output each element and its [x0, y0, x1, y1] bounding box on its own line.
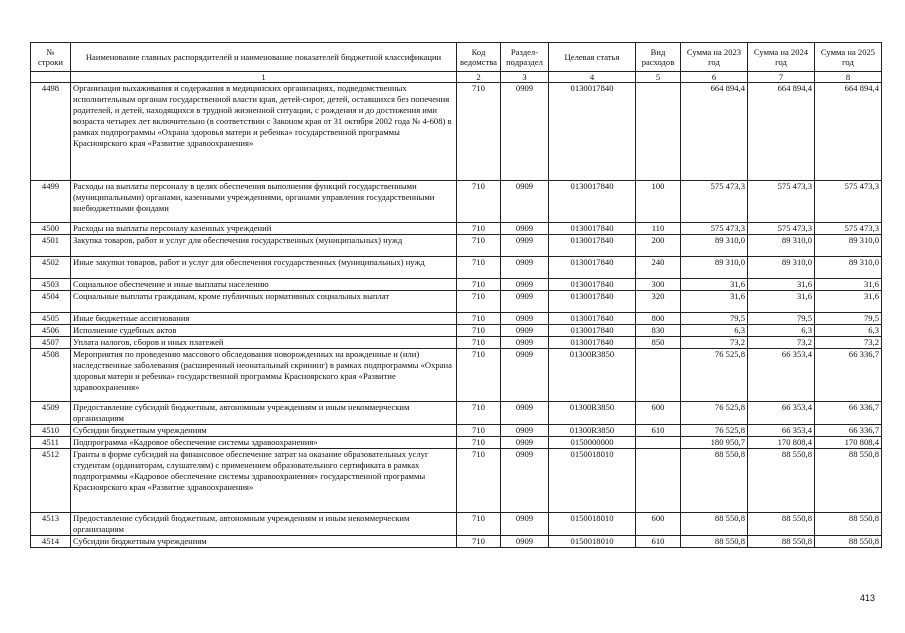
- section-code: 0909: [501, 313, 549, 325]
- dept-code: 710: [457, 337, 501, 349]
- amount-2025: 31,6: [815, 291, 882, 313]
- section-code: 0909: [501, 513, 549, 536]
- table-row: [31, 257, 882, 279]
- col-header-target: Целевая статья: [549, 43, 636, 72]
- expense-type-code: 850: [636, 337, 681, 349]
- row-number: 4511: [31, 437, 71, 449]
- table-row: [31, 313, 882, 325]
- amount-2025: 88 550,8: [815, 513, 882, 536]
- expense-type-code: 300: [636, 279, 681, 291]
- table-row: [31, 325, 882, 337]
- amount-2023: 31,6: [681, 279, 748, 291]
- row-number: 4509: [31, 402, 71, 425]
- amount-2024: 88 550,8: [748, 536, 815, 548]
- target-code: 0130017840: [549, 257, 636, 279]
- column-number: 4: [549, 72, 636, 83]
- row-number: 4508: [31, 349, 71, 402]
- section-code: 0909: [501, 425, 549, 437]
- row-number: 4501: [31, 235, 71, 257]
- row-name: Расходы на выплаты персоналу в целях обеспечения выполнения функций государственными (муниципальными) органами, казенными учреждениями, органами управления государственными внебюджетными фондами: [71, 181, 457, 223]
- expense-type-code: 320: [636, 291, 681, 313]
- col-header-2024: Сумма на 2024 год: [748, 43, 815, 72]
- expense-type-code: [636, 437, 681, 449]
- amount-2023: 88 550,8: [681, 513, 748, 536]
- expense-type-code: 830: [636, 325, 681, 337]
- expense-type-code: 610: [636, 425, 681, 437]
- row-name: Предоставление субсидий бюджетным, автономным учреждениям и иным некоммерческим организациям: [71, 402, 457, 425]
- header-row: [31, 43, 882, 72]
- col-header-num: № строки: [31, 43, 71, 72]
- amount-2023: 575 473,3: [681, 223, 748, 235]
- table-row: [31, 402, 882, 425]
- row-name: Исполнение судебных актов: [71, 325, 457, 337]
- section-code: 0909: [501, 181, 549, 223]
- dept-code: 710: [457, 223, 501, 235]
- row-number: 4504: [31, 291, 71, 313]
- col-header-exp-type: Вид расходов: [636, 43, 681, 72]
- amount-2024: 88 550,8: [748, 513, 815, 536]
- section-code: 0909: [501, 337, 549, 349]
- row-name: Предоставление субсидий бюджетным, автономным учреждениям и иным некоммерческим организациям: [71, 513, 457, 536]
- amount-2023: 79,5: [681, 313, 748, 325]
- target-code: 0130017840: [549, 223, 636, 235]
- row-number: 4513: [31, 513, 71, 536]
- column-number: 7: [748, 72, 815, 83]
- table-row: [31, 513, 882, 536]
- row-name: Расходы на выплаты персоналу казенных учреждений: [71, 223, 457, 235]
- target-code: 01300R3850: [549, 349, 636, 402]
- target-code: 0130017840: [549, 313, 636, 325]
- expense-type-code: 610: [636, 536, 681, 548]
- expense-type-code: [636, 83, 681, 181]
- amount-2024: 664 894,4: [748, 83, 815, 181]
- table-row: [31, 279, 882, 291]
- row-number: 4500: [31, 223, 71, 235]
- column-number: 3: [501, 72, 549, 83]
- col-header-dept: Код ведомства: [457, 43, 501, 72]
- target-code: 0150018010: [549, 536, 636, 548]
- target-code: 0130017840: [549, 279, 636, 291]
- expense-type-code: 200: [636, 235, 681, 257]
- amount-2024: 170 808,4: [748, 437, 815, 449]
- col-header-name: Наименование главных распорядителей и наименование показателей бюджетной классификации: [71, 43, 457, 72]
- expense-type-code: 110: [636, 223, 681, 235]
- column-number: [31, 72, 71, 83]
- row-name: Иные бюджетные ассигнования: [71, 313, 457, 325]
- amount-2024: 6,3: [748, 325, 815, 337]
- column-number: 2: [457, 72, 501, 83]
- amount-2025: 88 550,8: [815, 536, 882, 548]
- target-code: 01300R3850: [549, 402, 636, 425]
- amount-2023: 664 894,4: [681, 83, 748, 181]
- expense-type-code: [636, 449, 681, 513]
- expense-type-code: 800: [636, 313, 681, 325]
- row-name: Иные закупки товаров, работ и услуг для обеспечения государственных (муниципальных) нужд: [71, 257, 457, 279]
- row-number: 4498: [31, 83, 71, 181]
- column-number-row: [31, 72, 882, 83]
- amount-2023: 575 473,3: [681, 181, 748, 223]
- target-code: 01300R3850: [549, 425, 636, 437]
- expense-type-code: 100: [636, 181, 681, 223]
- amount-2023: 6,3: [681, 325, 748, 337]
- row-name: Подпрограмма «Кадровое обеспечение системы здравоохранения»: [71, 437, 457, 449]
- amount-2025: 664 894,4: [815, 83, 882, 181]
- amount-2023: 73,2: [681, 337, 748, 349]
- amount-2024: 575 473,3: [748, 223, 815, 235]
- table-row: [31, 449, 882, 513]
- amount-2024: 89 310,0: [748, 235, 815, 257]
- col-header-2023: Сумма на 2023 год: [681, 43, 748, 72]
- row-name: Мероприятия по проведению массового обследования новорожденных на врожденные и (или) наследственные заболевания (расширенный неонатальный скрининг) в рамках подпрограммы «Охрана здоровья матери и ребенка» государственной программы Красноярского края «Развитие здравоохранения»: [71, 349, 457, 402]
- amount-2024: 66 353,4: [748, 425, 815, 437]
- row-number: 4503: [31, 279, 71, 291]
- section-code: 0909: [501, 235, 549, 257]
- row-number: 4510: [31, 425, 71, 437]
- table-row: [31, 437, 882, 449]
- expense-type-code: 600: [636, 402, 681, 425]
- page-number: 413: [859, 593, 875, 603]
- amount-2025: 66 336,7: [815, 425, 882, 437]
- section-code: 0909: [501, 536, 549, 548]
- dept-code: 710: [457, 425, 501, 437]
- column-number: 8: [815, 72, 882, 83]
- dept-code: 710: [457, 279, 501, 291]
- amount-2024: 89 310,0: [748, 257, 815, 279]
- amount-2024: 66 353,4: [748, 349, 815, 402]
- col-header-2025: Сумма на 2025 год: [815, 43, 882, 72]
- amount-2023: 76 525,8: [681, 402, 748, 425]
- amount-2025: 79,5: [815, 313, 882, 325]
- amount-2023: 88 550,8: [681, 449, 748, 513]
- expense-type-code: 600: [636, 513, 681, 536]
- table-row: [31, 181, 882, 223]
- row-number: 4506: [31, 325, 71, 337]
- dept-code: 710: [457, 449, 501, 513]
- amount-2025: 89 310,0: [815, 257, 882, 279]
- amount-2025: 89 310,0: [815, 235, 882, 257]
- dept-code: 710: [457, 291, 501, 313]
- amount-2025: 66 336,7: [815, 402, 882, 425]
- section-code: 0909: [501, 257, 549, 279]
- amount-2025: 575 473,3: [815, 223, 882, 235]
- amount-2023: 180 950,7: [681, 437, 748, 449]
- dept-code: 710: [457, 257, 501, 279]
- amount-2025: 73,2: [815, 337, 882, 349]
- amount-2023: 76 525,8: [681, 349, 748, 402]
- row-name: Социальное обеспечение и иные выплаты населению: [71, 279, 457, 291]
- table-row: [31, 223, 882, 235]
- row-number: 4499: [31, 181, 71, 223]
- section-code: 0909: [501, 437, 549, 449]
- amount-2024: 31,6: [748, 279, 815, 291]
- section-code: 0909: [501, 449, 549, 513]
- column-number: 5: [636, 72, 681, 83]
- row-name: Закупка товаров, работ и услуг для обеспечения государственных (муниципальных) нужд: [71, 235, 457, 257]
- row-name: Субсидии бюджетным учреждениям: [71, 536, 457, 548]
- target-code: 0150018010: [549, 513, 636, 536]
- dept-code: 710: [457, 437, 501, 449]
- expense-type-code: 240: [636, 257, 681, 279]
- target-code: 0150000000: [549, 437, 636, 449]
- amount-2025: 170 808,4: [815, 437, 882, 449]
- target-code: 0150018010: [549, 449, 636, 513]
- table-row: [31, 349, 882, 402]
- amount-2023: 76 525,8: [681, 425, 748, 437]
- target-code: 0130017840: [549, 181, 636, 223]
- dept-code: 710: [457, 349, 501, 402]
- amount-2025: 31,6: [815, 279, 882, 291]
- row-number: 4512: [31, 449, 71, 513]
- section-code: 0909: [501, 223, 549, 235]
- row-name: Уплата налогов, сборов и иных платежей: [71, 337, 457, 349]
- row-number: 4507: [31, 337, 71, 349]
- section-code: 0909: [501, 83, 549, 181]
- dept-code: 710: [457, 325, 501, 337]
- amount-2024: 575 473,3: [748, 181, 815, 223]
- table-row: [31, 235, 882, 257]
- row-name: Организация выхаживания и содержания в медицинских организациях, подведомственных исполнительным органам государственной власти края, детей-сирот, детей, оставшихся без попечения родителей, и детей, находящихся в трудной жизненной ситуации, с рождения и до достижения ими возраста четырех лет включительно (в соответствии с Законом края от 31 октября 2002 года № 4-608) в рамках подпрограммы «Охрана здоровья матери и ребенка» государственной программы Красноярского края «Развитие здравоохранения»: [71, 83, 457, 181]
- section-code: 0909: [501, 402, 549, 425]
- col-header-section: Раздел-подраздел: [501, 43, 549, 72]
- amount-2025: 575 473,3: [815, 181, 882, 223]
- column-number: 6: [681, 72, 748, 83]
- target-code: 0130017840: [549, 235, 636, 257]
- amount-2024: 66 353,4: [748, 402, 815, 425]
- dept-code: 710: [457, 402, 501, 425]
- dept-code: 710: [457, 513, 501, 536]
- amount-2023: 88 550,8: [681, 536, 748, 548]
- expense-type-code: [636, 349, 681, 402]
- section-code: 0909: [501, 325, 549, 337]
- section-code: 0909: [501, 349, 549, 402]
- dept-code: 710: [457, 235, 501, 257]
- dept-code: 710: [457, 181, 501, 223]
- row-number: 4502: [31, 257, 71, 279]
- table-row: [31, 83, 882, 181]
- row-name: Гранты в форме субсидий на финансовое обеспечение затрат на оказание образовательных услуг студентам (ординаторам, слушателям) с применением образовательного сертификата в рамках подпрограммы «Кадровое обеспечение системы здравоохранения» государственной программы Красноярского края «Развитие здравоохранения»: [71, 449, 457, 513]
- amount-2025: 88 550,8: [815, 449, 882, 513]
- amount-2023: 89 310,0: [681, 235, 748, 257]
- table-body: [31, 83, 882, 548]
- amount-2024: 79,5: [748, 313, 815, 325]
- target-code: 0130017840: [549, 337, 636, 349]
- target-code: 0130017840: [549, 83, 636, 181]
- row-name: Социальные выплаты гражданам, кроме публичных нормативных социальных выплат: [71, 291, 457, 313]
- section-code: 0909: [501, 291, 549, 313]
- table-row: [31, 536, 882, 548]
- section-code: 0909: [501, 279, 549, 291]
- amount-2024: 88 550,8: [748, 449, 815, 513]
- row-number: 4514: [31, 536, 71, 548]
- dept-code: 710: [457, 313, 501, 325]
- amount-2023: 89 310,0: [681, 257, 748, 279]
- amount-2024: 31,6: [748, 291, 815, 313]
- amount-2025: 66 336,7: [815, 349, 882, 402]
- budget-table: [30, 42, 882, 548]
- target-code: 0130017840: [549, 291, 636, 313]
- row-name: Субсидии бюджетным учреждениям: [71, 425, 457, 437]
- dept-code: 710: [457, 83, 501, 181]
- table-row: [31, 337, 882, 349]
- row-number: 4505: [31, 313, 71, 325]
- dept-code: 710: [457, 536, 501, 548]
- amount-2025: 6,3: [815, 325, 882, 337]
- amount-2024: 73,2: [748, 337, 815, 349]
- column-number: 1: [71, 72, 457, 83]
- target-code: 0130017840: [549, 325, 636, 337]
- table-row: [31, 425, 882, 437]
- amount-2023: 31,6: [681, 291, 748, 313]
- table-row: [31, 291, 882, 313]
